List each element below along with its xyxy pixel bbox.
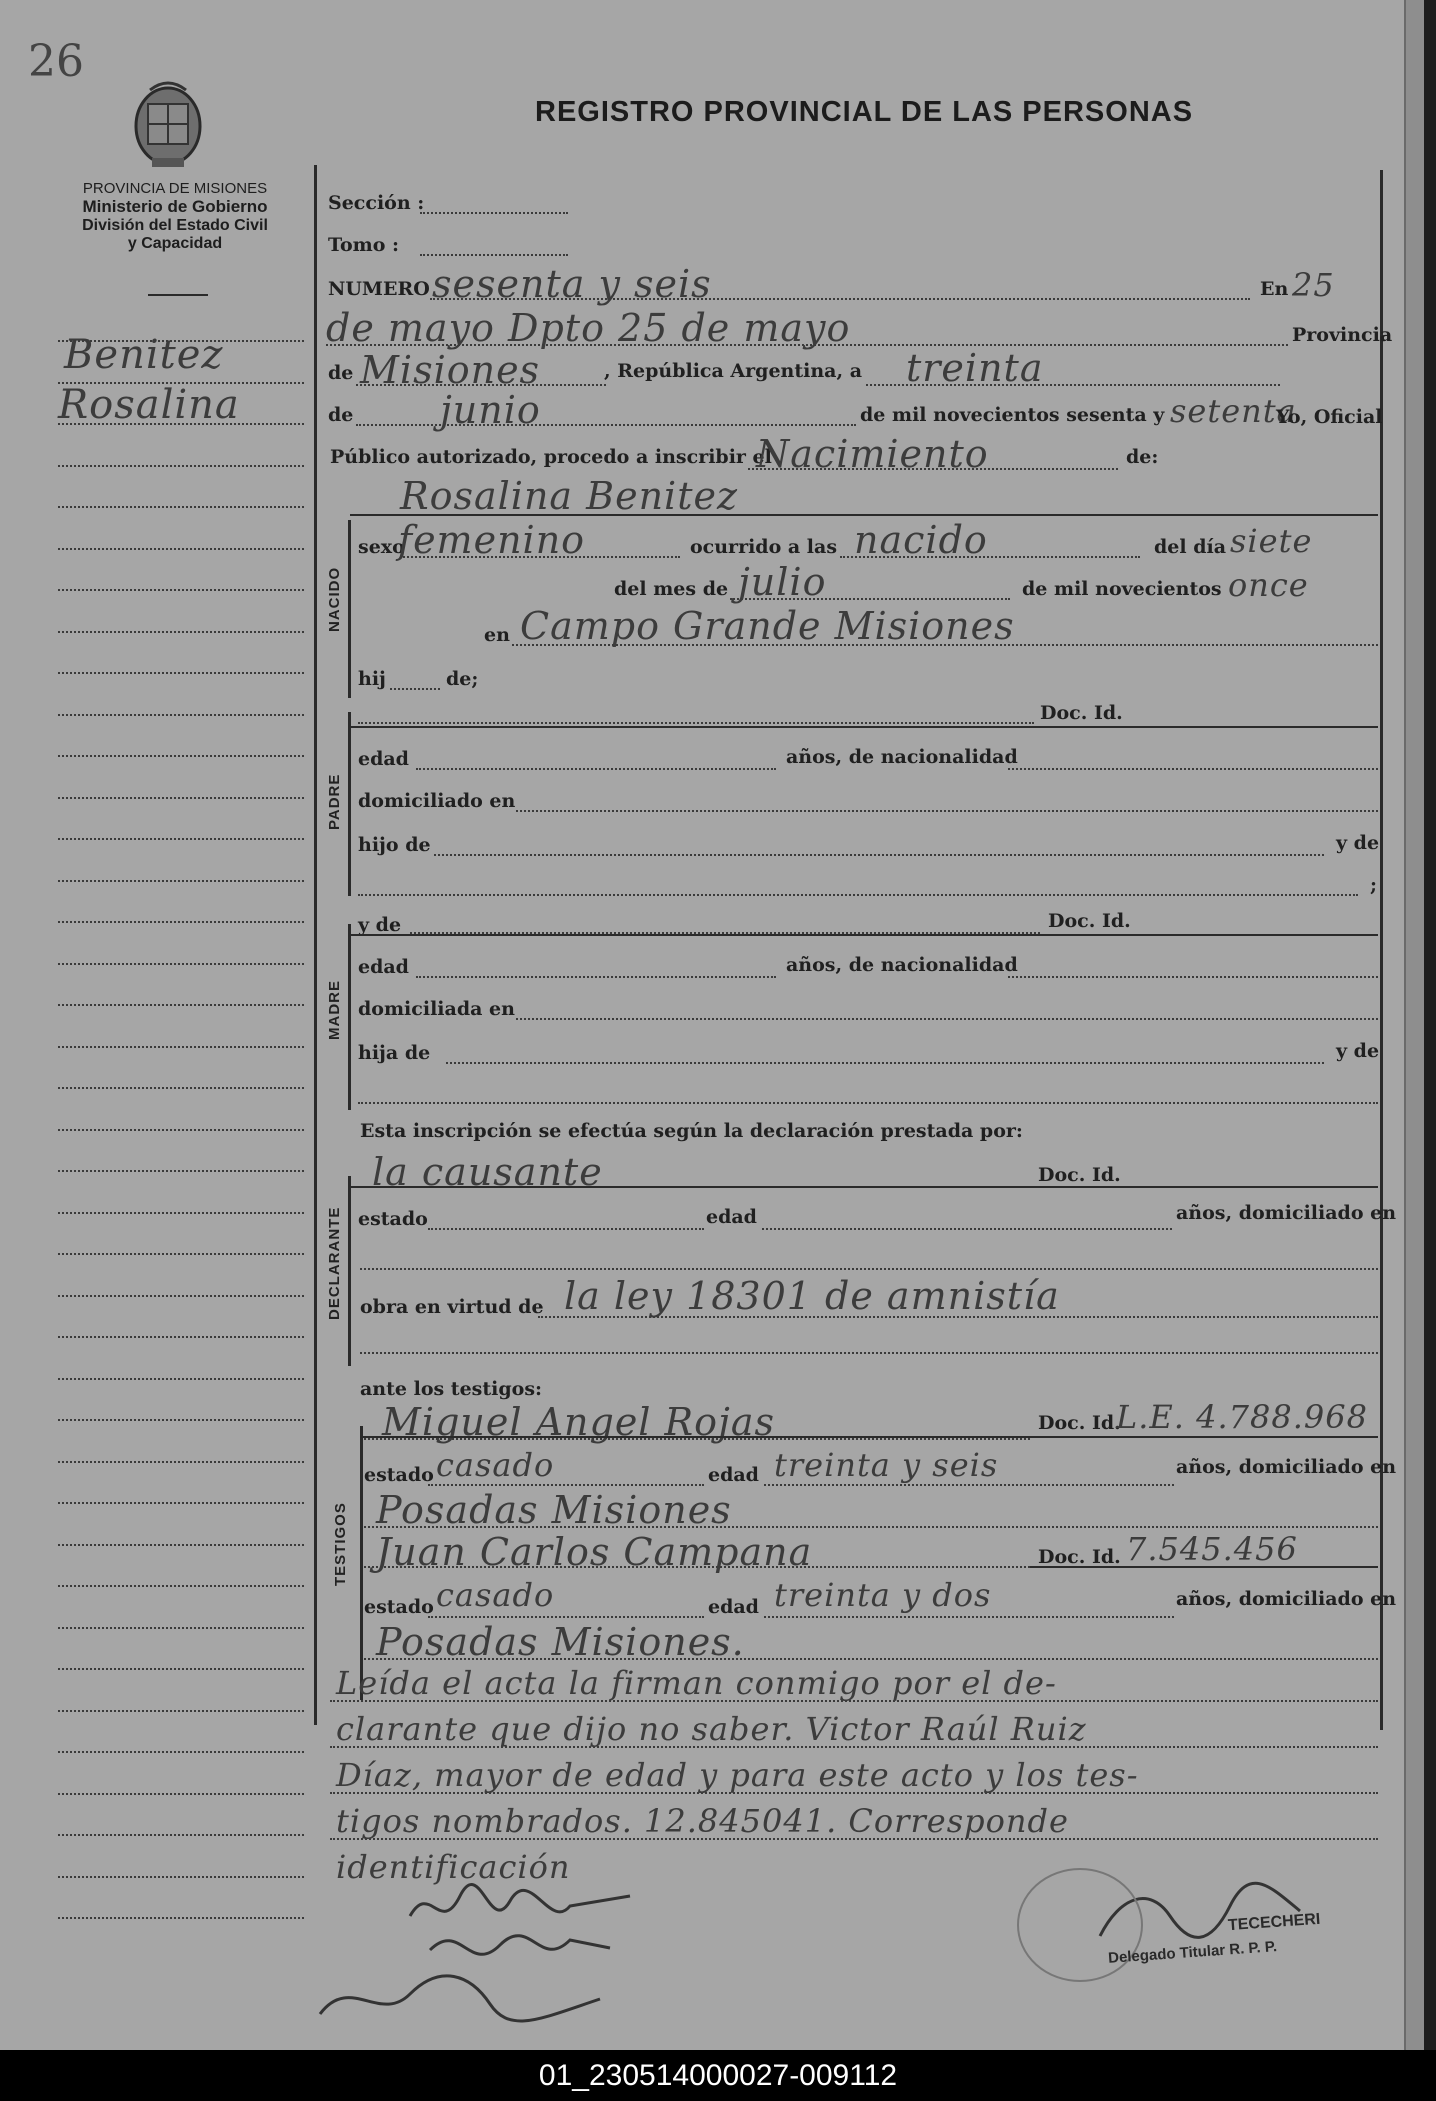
place-value: de mayo Dpto 25 de mayo bbox=[326, 306, 851, 350]
margin-ruling-line bbox=[58, 340, 304, 342]
testigo1-doc-label: Doc. Id. bbox=[1038, 1412, 1121, 1434]
testigo1-edad: treinta y seis bbox=[774, 1446, 999, 1484]
declarante-estado-line bbox=[428, 1228, 704, 1230]
right-frame bbox=[1380, 170, 1383, 1730]
testigo1-domicilio: Posadas Misiones bbox=[376, 1488, 732, 1532]
provincia-value: Misiones bbox=[360, 348, 541, 392]
padre-side-label: PADRE bbox=[326, 773, 343, 830]
numero-label: NUMERO bbox=[328, 278, 430, 300]
padre-top-rule bbox=[350, 726, 1378, 728]
obra-extra-line bbox=[360, 1352, 1378, 1354]
testigo2-edad-label: edad bbox=[708, 1596, 759, 1618]
padre-domicilio-label: domiciliado en bbox=[358, 790, 516, 812]
testigo1-estado-label: estado bbox=[364, 1464, 434, 1486]
padre-edad-line bbox=[416, 768, 776, 770]
acto-line bbox=[748, 468, 1118, 470]
declarante-bracket bbox=[348, 1176, 351, 1366]
testigo2-estado-label: estado bbox=[364, 1596, 434, 1618]
document-title: REGISTRO PROVINCIAL DE LAS PERSONAS bbox=[535, 96, 1194, 128]
day-line bbox=[866, 384, 1280, 386]
inscripcion-label: Esta inscripción se efectúa según la declaración prestada por: bbox=[360, 1120, 1023, 1142]
testigo2-name-line bbox=[364, 1566, 1030, 1568]
margin-ruling-line bbox=[58, 921, 304, 923]
margin-ruling-line bbox=[58, 1087, 304, 1089]
seccion-line bbox=[420, 212, 568, 214]
madre-nacionalidad-label: años, de nacionalidad bbox=[786, 954, 1018, 976]
ministry-line: División del Estado Civil bbox=[82, 217, 268, 234]
madre-edad-line bbox=[416, 976, 776, 978]
padre-extra-line bbox=[358, 894, 1358, 896]
padre-bracket bbox=[348, 712, 351, 896]
place-line bbox=[326, 344, 1288, 346]
testigo2-domicilio: Posadas Misiones. bbox=[376, 1620, 745, 1664]
margin-given-name: Rosalina bbox=[58, 382, 240, 428]
lugar-line bbox=[512, 644, 1378, 646]
testigo1-domicilio-line bbox=[364, 1526, 1378, 1528]
declarante-doc-label: Doc. Id. bbox=[1038, 1164, 1121, 1186]
month-value: junio bbox=[440, 388, 541, 432]
en2-label: en bbox=[484, 624, 510, 646]
year-label: de mil novecientos sesenta y bbox=[860, 404, 1165, 426]
testigo2-doc-label: Doc. Id. bbox=[1038, 1546, 1121, 1568]
madre-domicilio-label: domiciliada en bbox=[358, 998, 515, 1020]
margin-ruling-line bbox=[58, 1710, 304, 1712]
declarante-value: la causante bbox=[372, 1150, 603, 1194]
margin-ruling-line bbox=[58, 1751, 304, 1753]
testigo2-doc: 7.545.456 bbox=[1126, 1530, 1298, 1568]
tomo-line bbox=[420, 254, 568, 256]
closing-rule-1 bbox=[330, 1700, 1378, 1702]
margin-ruling-line bbox=[58, 1668, 304, 1670]
testigo2-estado-line bbox=[428, 1616, 704, 1618]
padre-domicilio-line bbox=[516, 810, 1378, 812]
stamp-name: TECECHERI bbox=[1227, 1910, 1321, 1935]
madre-y-de-label: y de bbox=[358, 914, 402, 936]
testigo2-name: Juan Carlos Campana bbox=[376, 1530, 813, 1574]
testigo2-anios-label: años, domiciliado en bbox=[1176, 1588, 1397, 1610]
de-label: de bbox=[328, 362, 354, 384]
signature-scribble-3 bbox=[310, 1964, 610, 2034]
tomo-label: Tomo : bbox=[328, 234, 400, 256]
month-line bbox=[356, 424, 856, 426]
testigo1-doc: L.E. 4.788.968 bbox=[1116, 1398, 1368, 1436]
ministry-line: Ministerio de Gobierno bbox=[82, 197, 268, 216]
seccion-label: Sección : bbox=[328, 192, 425, 214]
hora-value: nacido bbox=[854, 518, 988, 562]
madre-hija-label: hija de bbox=[358, 1042, 431, 1064]
madre-bracket bbox=[348, 924, 351, 1110]
margin-ruling-line bbox=[58, 1336, 304, 1338]
madre-extra-line bbox=[358, 1102, 1378, 1104]
publico-label: Público autorizado, procedo a inscribir el bbox=[330, 446, 772, 468]
testigos-label: ante los testigos: bbox=[360, 1378, 543, 1400]
margin-ruling-line bbox=[58, 672, 304, 674]
page-number: 26 bbox=[28, 36, 84, 87]
republica-label: , República Argentina, a bbox=[604, 360, 863, 382]
de-colon-label: de: bbox=[1126, 446, 1159, 468]
de2-label: de bbox=[328, 404, 354, 426]
de3-label: de; bbox=[446, 668, 479, 690]
closing-line-3: Díaz, mayor de edad y para este acto y los tes- bbox=[336, 1756, 1139, 1794]
margin-ruling-line bbox=[58, 382, 304, 384]
testigos-bracket bbox=[360, 1426, 363, 1700]
margin-ruling-line bbox=[58, 589, 304, 591]
closing-rule-3 bbox=[330, 1792, 1378, 1794]
mes-line bbox=[730, 598, 1010, 600]
margin-ruling-line bbox=[58, 1876, 304, 1878]
margin-ruling-line bbox=[58, 1046, 304, 1048]
anio-value: once bbox=[1228, 566, 1309, 604]
declarante-top-rule bbox=[350, 1186, 1378, 1188]
margin-ruling-line bbox=[58, 1461, 304, 1463]
declarante-edad-label: edad bbox=[706, 1206, 757, 1228]
hora-line bbox=[840, 556, 1140, 558]
testigo2-edad: treinta y dos bbox=[774, 1576, 992, 1614]
padre-edad-label: edad bbox=[358, 748, 409, 770]
padre-y-de-label: y de bbox=[1336, 832, 1380, 854]
obra-value: la ley 18301 de amnistía bbox=[564, 1274, 1060, 1318]
closing-line-2: clarante que dijo no saber. Victor Raúl Ruiz bbox=[336, 1710, 1087, 1748]
year-value: setenta bbox=[1170, 392, 1297, 430]
provincia-label: Provincia bbox=[1292, 324, 1393, 346]
numero-value: sesenta y seis bbox=[432, 262, 712, 306]
margin-ruling-line bbox=[58, 714, 304, 716]
en-value: 25 bbox=[1292, 266, 1335, 304]
margin-ruling-line bbox=[58, 1212, 304, 1214]
testigo1-edad-line bbox=[764, 1484, 1174, 1486]
margin-ruling-line bbox=[58, 1585, 304, 1587]
en-label: En bbox=[1260, 278, 1289, 300]
testigo2-edad-line bbox=[764, 1616, 1174, 1618]
sexo-label: sexo bbox=[358, 536, 405, 558]
margin-ruling-line bbox=[58, 1544, 304, 1546]
margin-ruling-line bbox=[58, 797, 304, 799]
padre-doc-label: Doc. Id. bbox=[1040, 702, 1123, 724]
declarante-domicilio-line bbox=[360, 1268, 1378, 1270]
margin-ruling-line bbox=[58, 963, 304, 965]
padre-hijo-label: hijo de bbox=[358, 834, 431, 856]
declarante-estado-label: estado bbox=[358, 1208, 428, 1230]
declarante-side-label: DECLARANTE bbox=[326, 1206, 343, 1320]
testigo1-anios-label: años, domiciliado en bbox=[1176, 1456, 1397, 1478]
sexo-value: femenino bbox=[398, 518, 586, 562]
testigo2-estado: casado bbox=[436, 1576, 555, 1614]
testigo1-edad-label: edad bbox=[708, 1464, 759, 1486]
oficial-label: Yo, Oficial bbox=[1276, 406, 1383, 428]
margin-surname: Benitez bbox=[64, 332, 224, 378]
margin-ruling-line bbox=[58, 631, 304, 633]
testigos-side-label: TESTIGOS bbox=[332, 1502, 349, 1586]
madre-nacionalidad-line bbox=[1008, 976, 1378, 978]
madre-domicilio-line bbox=[516, 1018, 1378, 1020]
margin-ruling-line bbox=[58, 1129, 304, 1131]
padre-nacionalidad-label: años, de nacionalidad bbox=[786, 746, 1018, 768]
day-value: treinta bbox=[906, 346, 1044, 390]
nacido-bracket bbox=[348, 520, 351, 698]
margin-ruling-line bbox=[58, 755, 304, 757]
ocurrido-label: ocurrido a las bbox=[690, 536, 838, 558]
margin-ruling-line bbox=[58, 548, 304, 550]
testigo2-domicilio-line bbox=[364, 1658, 1378, 1660]
closing-line-4: tigos nombrados. 12.845041. Corresponde bbox=[336, 1802, 1069, 1840]
lugar-value: Campo Grande Misiones bbox=[520, 604, 1015, 648]
official-stamp-circle-icon bbox=[1010, 1860, 1150, 1990]
closing-line-5: identificación bbox=[336, 1848, 571, 1886]
closing-rule-4 bbox=[330, 1838, 1378, 1840]
margin-ruling-line bbox=[58, 1419, 304, 1421]
padre-semicolon: ; bbox=[1370, 874, 1378, 896]
hij-line bbox=[390, 688, 440, 690]
numero-line bbox=[430, 298, 1250, 300]
ministry-line: PROVINCIA DE MISIONES bbox=[82, 180, 268, 197]
margin-ruling-line bbox=[58, 506, 304, 508]
margin-ruling-line bbox=[58, 1253, 304, 1255]
madre-edad-label: edad bbox=[358, 956, 409, 978]
nombre-value: Rosalina Benitez bbox=[400, 474, 738, 518]
provincia-line bbox=[356, 384, 606, 386]
madre-y-de-label-2: y de bbox=[1336, 1040, 1380, 1062]
closing-line-1: Leída el acta la firman conmigo por el de- bbox=[336, 1664, 1057, 1702]
testigo1-name-line bbox=[364, 1438, 1030, 1440]
margin-ruling-line bbox=[58, 1295, 304, 1297]
margin-ruling-line bbox=[58, 1793, 304, 1795]
testigo1-estado-line bbox=[428, 1484, 704, 1486]
mes-value: julio bbox=[738, 560, 827, 604]
margin-ruling-line bbox=[58, 880, 304, 882]
madre-side-label: MADRE bbox=[326, 980, 343, 1040]
obra-label: obra en virtud de bbox=[360, 1296, 544, 1318]
ministry-line: y Capacidad bbox=[127, 235, 223, 252]
nacido-side-label: NACIDO bbox=[326, 566, 343, 632]
padre-hijo-line bbox=[434, 854, 1324, 856]
padre-name-line bbox=[358, 722, 1034, 724]
dia-value: siete bbox=[1230, 522, 1313, 560]
margin-ruling-line bbox=[58, 1004, 304, 1006]
del-mes-label: del mes de bbox=[614, 578, 729, 600]
padre-nacionalidad-line bbox=[1008, 768, 1378, 770]
madre-top-rule bbox=[350, 934, 1378, 936]
mil-label: de mil novecientos bbox=[1022, 578, 1222, 600]
madre-doc-label: Doc. Id. bbox=[1048, 910, 1131, 932]
declarante-anios-label: años, domiciliado en bbox=[1176, 1202, 1397, 1224]
margin-ruling-line bbox=[58, 1502, 304, 1504]
provincial-seal-icon bbox=[130, 74, 206, 172]
declarante-edad-line bbox=[762, 1228, 1172, 1230]
margin-ruling-line bbox=[58, 1378, 304, 1380]
del-dia-label: del día bbox=[1154, 536, 1227, 558]
stamp-title: Delegado Titular R. P. P. bbox=[1107, 1938, 1278, 1967]
margin-line bbox=[314, 165, 317, 1725]
binding-edge bbox=[1404, 0, 1424, 2050]
margin-ruling-line bbox=[58, 1627, 304, 1629]
nacido-top-rule bbox=[350, 514, 1378, 516]
testigo2-doc-rule bbox=[1030, 1566, 1378, 1568]
acto-value: Nacimiento bbox=[756, 432, 989, 476]
ministry-header bbox=[40, 180, 310, 253]
hij-label: hij bbox=[358, 668, 386, 690]
testigo1-name: Miguel Angel Rojas bbox=[382, 1400, 775, 1444]
testigo1-estado: casado bbox=[436, 1446, 555, 1484]
margin-ruling-line bbox=[58, 838, 304, 840]
testigos-top-rule bbox=[362, 1436, 1378, 1438]
sexo-line bbox=[400, 556, 680, 558]
margin-ruling-line bbox=[58, 423, 304, 425]
closing-rule-2 bbox=[330, 1746, 1378, 1748]
margin-ruling-line bbox=[58, 1170, 304, 1172]
divider bbox=[148, 294, 208, 296]
obra-line bbox=[538, 1316, 1378, 1318]
margin-ruling-line bbox=[58, 465, 304, 467]
margin-ruling-line bbox=[58, 1917, 304, 1919]
madre-hija-line bbox=[446, 1062, 1324, 1064]
margin-ruling-line bbox=[58, 1834, 304, 1836]
footer-code: 01_230514000027-009112 bbox=[0, 2050, 1436, 2101]
